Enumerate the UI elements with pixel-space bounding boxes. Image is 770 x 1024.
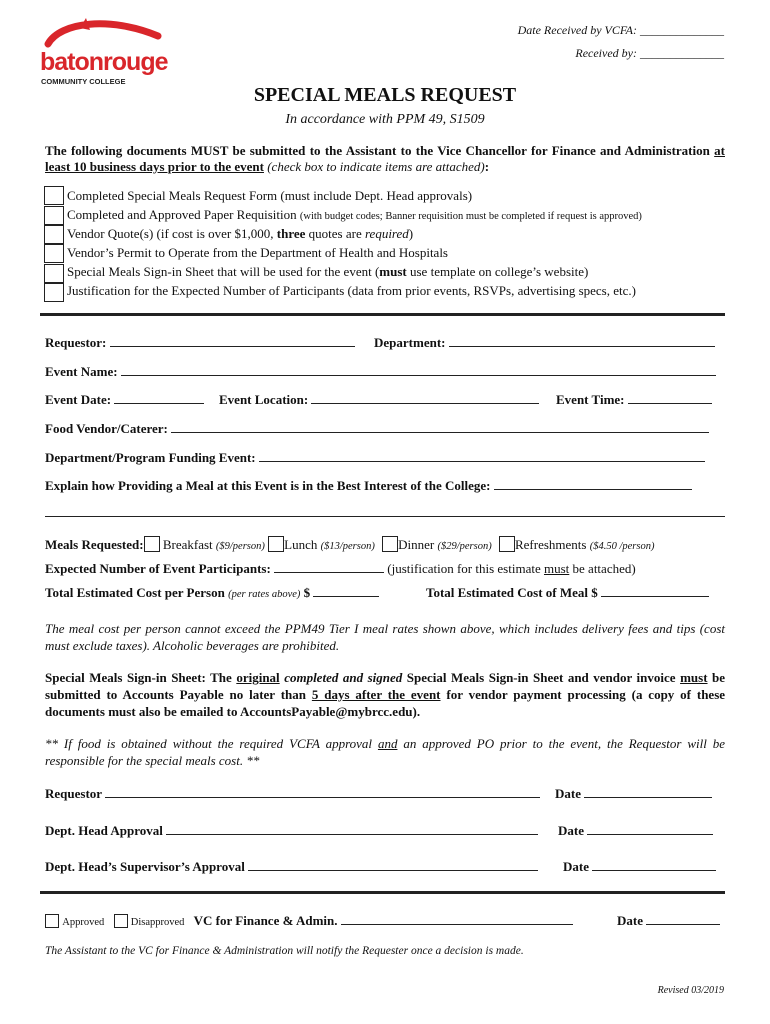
dept-head-date: Date [558,823,713,839]
requestor-input[interactable] [110,335,355,347]
vc-signature-input[interactable] [341,913,573,925]
revised-date: Revised 03/2019 [657,985,724,996]
participants-field: Expected Number of Event Participants: (justification for this estimate must be attached) [45,561,636,576]
cost-per-person-field: Total Estimated Cost per Person (per rates above) $ [45,585,379,601]
checklist-item: Completed Special Meals Request Form (must include Dept. Head approvals) [67,188,473,203]
food-vendor-input[interactable] [171,421,709,433]
department-field: Department: [374,335,715,351]
section-divider [40,313,725,316]
approval-row: Approved Disapproved VC for Finance & Admin. [45,913,573,929]
explain-input-line-2[interactable] [45,516,725,517]
vc-date: Date [617,913,720,929]
checklist-item: Special Meals Sign-in Sheet that will be used for the event (must use template on college’s website) [67,264,589,279]
participants-input[interactable] [274,561,384,573]
explain-field: Explain how Providing a Meal at this Event is in the Best Interest of the College: [45,478,692,494]
supervisor-date-input[interactable] [592,859,716,871]
dept-head-signature-input[interactable] [166,823,538,835]
event-location-input[interactable] [311,392,539,404]
section-divider [40,891,725,894]
checkbox-breakfast[interactable] [144,536,160,552]
checkbox-vendor-permit[interactable] [44,244,64,263]
department-input[interactable] [449,335,715,347]
meals-requested-row: Meals Requested: Breakfast ($9/person) Lunch ($13/person) Dinner ($29/person) Refreshments ($4.50 /person) [45,537,655,552]
total-cost-field: Total Estimated Cost of Meal $ [426,585,709,601]
cost-per-person-input[interactable] [313,585,379,597]
logo-wordmark: batonrouge [40,48,168,76]
checkbox-justification[interactable] [44,283,64,302]
page-subtitle: In accordance with PPM 49, S1509 [285,112,485,127]
checkbox-requisition[interactable] [44,206,64,225]
checkbox-lunch[interactable] [268,536,284,552]
requestor-date-input[interactable] [584,786,712,798]
event-date-field: Event Date: [45,392,204,408]
logo-subtitle: COMMUNITY COLLEGE [41,77,126,86]
dept-head-date-input[interactable] [587,823,713,835]
checklist-item: Completed and Approved Paper Requisition (with budget codes; Banner requisition must be completed if request is approved) [67,207,642,222]
checkbox-vendor-quote[interactable] [44,225,64,244]
requestor-signature-input[interactable] [105,786,540,798]
event-name-input[interactable] [121,364,716,376]
vc-date-input[interactable] [646,913,720,925]
event-time-field: Event Time: [556,392,712,408]
supervisor-signature-input[interactable] [248,859,538,871]
checklist-item: Vendor Quote(s) (if cost is over $1,000, three quotes are required) [67,226,414,241]
explain-input[interactable] [494,478,692,490]
cost-note: The meal cost per person cannot exceed the PPM49 Tier I meal rates shown above, which includes delivery fees and tips (cost must exclude taxes). Alcoholic beverages are prohibited. [45,621,725,653]
event-location-field: Event Location: [219,392,539,408]
college-logo [40,18,180,90]
event-date-input[interactable] [114,392,204,404]
intro-paragraph: The following documents MUST be submitted to the Assistant to the Vice Chancellor for Finance and Administration at least 10 business days prior to the event (check box to indicate items are attached): [45,143,725,174]
received-by-field: Received by: ______________ [575,46,724,60]
checkbox-request-form[interactable] [44,186,64,205]
food-vendor-field: Food Vendor/Caterer: [45,421,709,437]
event-time-input[interactable] [628,392,712,404]
event-name-field: Event Name: [45,364,716,380]
footer-note: The Assistant to the VC for Finance & Administration will notify the Requester once a decision is made. [45,945,524,957]
dept-head-signature: Dept. Head Approval [45,823,538,839]
warning-paragraph: ** If food is obtained without the required VCFA approval and an approved PO prior to the event, the Requestor will be responsible for the special meals cost. ** [45,736,726,768]
received-date-field: Date Received by VCFA: ______________ [517,23,724,37]
supervisor-signature: Dept. Head’s Supervisor’s Approval [45,859,538,875]
checkbox-dinner[interactable] [382,536,398,552]
funding-event-input[interactable] [259,450,705,462]
requestor-signature: Requestor [45,786,540,802]
page-title: SPECIAL MEALS REQUEST [253,84,517,106]
total-cost-input[interactable] [601,585,709,597]
supervisor-date: Date [563,859,716,875]
checkbox-refreshments[interactable] [499,536,515,552]
checklist-item: Vendor’s Permit to Operate from the Department of Health and Hospitals [67,245,448,260]
checklist-item: Justification for the Expected Number of Participants (data from prior events, RSVPs, advertising specs, etc.) [67,283,636,298]
signin-paragraph: Special Meals Sign-in Sheet: The original completed and signed Special Meals Sign-in Sheet and vendor invoice must be submitted to Accounts Payable no later than 5 days after the event for vendor payment processing (a copy of these documents must also be emailed to AccountsPayable@mybrcc.edu). [45,670,726,719]
checkbox-approved[interactable] [45,914,59,928]
checkbox-signin-sheet[interactable] [44,264,64,283]
funding-event-field: Department/Program Funding Event: [45,450,705,466]
checkbox-disapproved[interactable] [114,914,128,928]
requestor-field: Requestor: [45,335,355,351]
requestor-date: Date [555,786,712,802]
